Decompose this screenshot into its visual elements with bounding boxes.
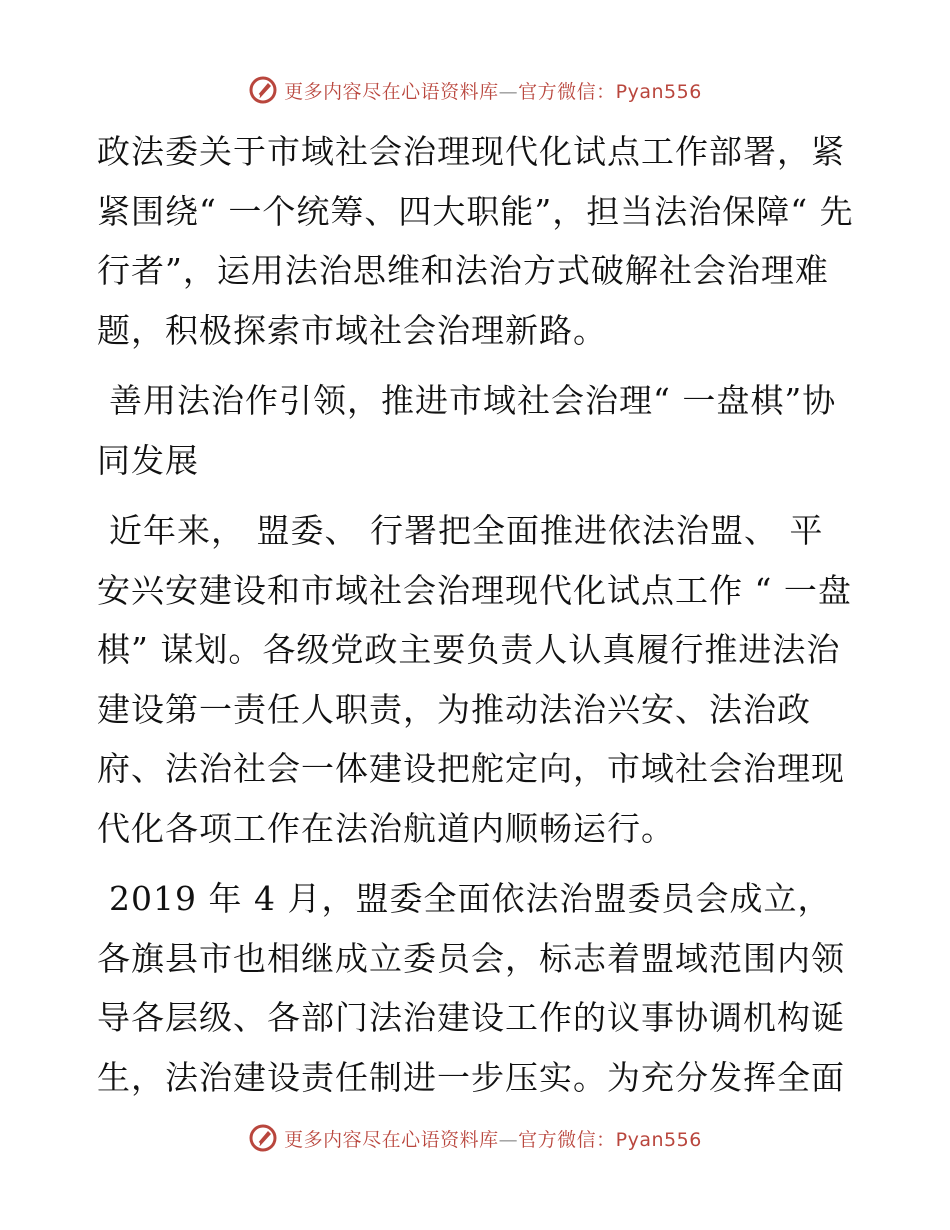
paragraph-3: 近年来， 盟委、 行署把全面推进依法治盟、 平安兴安建设和市域社会治理现代化试点工作 “ 一盘棋” 谋划。各级党政主要负责人认真履行推进法治建设第一责任人职责，为推动法治兴安、法治政府、法治社会一体建设把舵定向，市域社会治理现代化各项工作在法治航道内顺畅运行。 [97, 511, 852, 848]
document-body [97, 122, 857, 1118]
watermark-wechat: 官方微信：Pyan556 [518, 80, 702, 103]
paragraph-2: 善用法治作引领，推进市域社会治理“ 一盘棋”协同发展 [97, 381, 837, 480]
watermark-dash: — [498, 1128, 519, 1151]
watermark-text [284, 77, 702, 104]
pen-logo-icon [248, 75, 278, 105]
watermark-site: 更多内容尽在心语资料库 [284, 1128, 499, 1151]
pen-logo-icon [248, 1123, 278, 1153]
paragraph-1: 政法委关于市域社会治理现代化试点工作部署，紧紧围绕“ 一个统筹、四大职能”，担当法治保障“ 先行者”，运用法治思维和法治方式破解社会治理难题，积极探索市域社会治理新路。 [97, 132, 854, 350]
watermark-text [284, 1125, 702, 1152]
paragraph-4: 2019 年 4 月，盟委全面依法治盟委员会成立，各旗县市也相继成立委员会，标志着盟域范围内领导各层级、各部门法治建设工作的议事协调机构诞生，法治建设责任制进一步压实。为充分发挥全面 [97, 879, 845, 1097]
watermark-header [0, 70, 950, 110]
watermark-wechat: 官方微信：Pyan556 [518, 1128, 702, 1151]
watermark-footer [0, 1118, 950, 1158]
watermark-site: 更多内容尽在心语资料库 [284, 80, 499, 103]
watermark-dash: — [498, 80, 519, 103]
